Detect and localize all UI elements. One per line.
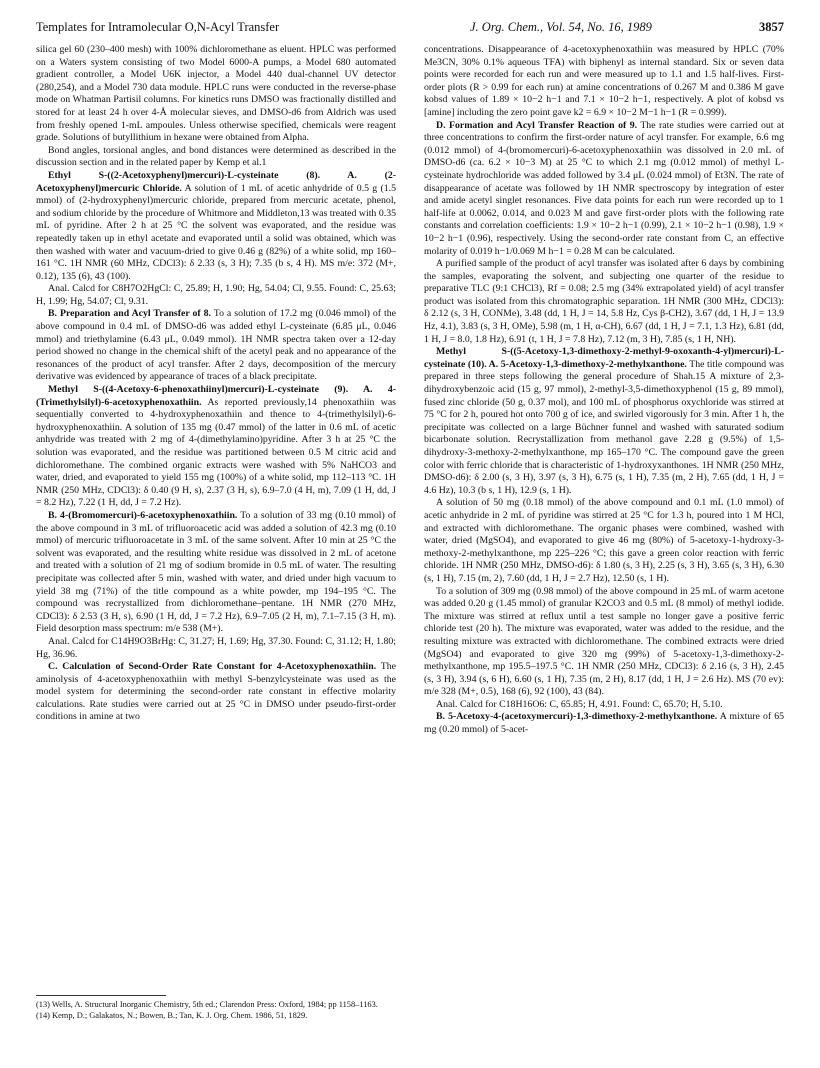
section-heading: B. 4-(Bromomercuri)-6-acetoxyphenoxathiin. — [48, 509, 238, 521]
paragraph — [36, 44, 396, 145]
footnote-14: (14) Kemp, D.; Galakatos, N.; Bowen, B.; Tan, K. J. Org. Chem. 1986, 51, 1829. — [36, 1011, 308, 1020]
section-heading: B. Preparation and Acyl Transfer of 8. — [48, 308, 211, 320]
section-heading: Methyl S-((4-Acetoxy-6-phenoxathiinyl)mercuri)-L-cysteinate (9). A. 4-(Trimethylsilyl)-6-acetoxyphenoxathiin. — [36, 384, 396, 408]
paragraph — [36, 308, 396, 384]
paragraph — [36, 661, 396, 724]
paragraph-text: To a solution of 33 mg (0.10 mmol) of the above compound in 3 mL of trifluoroacetic acid was added a solution of 42.3 mg (0.10 mmol) of mercuric trifluoroacetate in 3 mL of the same solvent. After 10 min at 25 °C the solvent was evaporated, and the resulting white residue was dissolved in 2 mL of acetone and treated with a solution of 21 mg of sodium bromide in 0.5 mL of water. The resulting precipitate was collected after 5 min, washed with water, and dried under high vacuum to yield 38 mg (71%) of the title compound as a white powder, mp 194–195 °C. The compound was recrystallized from dichloromethane–pentane. 1H NMR (270 MHz, CDCl3): δ 2.53 (3 H, s), 6.90 (1 H, dd, J = 7.2 Hz), 6.9–7.05 (2 H, m), 7.1–7.15 (3 H, m). Field desorption mass spectrum: m/e 538 (M+). — [36, 509, 396, 635]
footnote-rule — [36, 995, 166, 996]
running-header-journal — [470, 20, 784, 35]
paragraph — [36, 510, 396, 636]
paragraph-text: A purified sample of the product of acyl transfer was isolated after 6 days by combining the samples, evaporating the solvent, and subjecting one quarter of the residue to preparative TLC (9:1 CHCl3), Rf = 0.08; 2.5 mg (34% extrapolated yield) of acyl transfer product was isolated from this chromatographic separation. 1H NMR (300 MHz, CDCl3): δ 2.12 (s, 3 H, CONMe), 3.48 (dd, 1 H, J = 14, 5.8 Hz, Cys β-CH2), 3.67 (dd, 1 H, J = 13.9 Hz, 4.1), 3.83 (s, 3 H, OMe), 5.98 (m, 1 H, α-CH), 6.67 (dd, 1 H, J = 7.1, 1.3 Hz), 6.81 (dd, 1 H, J = 8.0, 1.8 Hz), 6.91 (t, 1 H, J = 7.8 Hz), 7.12 (m, 3 H), 7.85 (s, 1 H, NH). — [424, 258, 784, 345]
paragraph-text: The title compound was prepared in three steps following the general procedure of Shah.15 A mixture of 2,3-dihydroxybenzoic acid (15 g, 97 mmol), 2-methyl-3,5-dimethoxyphenol (15 g, 89 mmol), fused zinc chloride (50 g, 0.37 mol), and 100 mL of phosphorus oxychloride was stirred at 75 °C for 2 h, poured hot onto 700 g of ice, and swirled vigorously for 3 min. After 1 h, the precipitate was collected on a large Büchner funnel and washed with saturated sodium bicarbonate solution. Recrystallization from methanol gave 2.28 g (9.5%) of 1,5-dihydroxy-3-methoxy-2-methylxanthone, mp 165–170 °C. The compound gave the green color with ferric chloride that is characteristic of 1-hydroxyxanthones. 1H NMR (250 MHz, DMSO-d6): δ 2.00 (s, 3 H), 3.97 (s, 3 H), 6.75 (s, 1 H), 7.35 (m, 2 H), 7.65 (dd, 1 H, J = 4.6 Hz), 10.3 (b s, 1 H), 12.9 (s, 1 H). — [424, 358, 784, 496]
paragraph-text: The aminolysis of 4-acetoxyphenoxathiin with methyl S-benzylcysteinate was used as the model system for determining the second-order rate constant in effective molarity calculations. Rate studies were carried out at 25 °C in DMSO under pseudo-first-order conditions in amine at two — [36, 661, 396, 723]
paragraph — [424, 711, 784, 736]
page-number: 3857 — [759, 20, 784, 34]
paragraph — [424, 699, 784, 712]
paragraph-text: Anal. Calcd for C8H7O2HgCl: C, 25.89; H, 1.90; Hg, 54.04; Cl, 9.55. Found: C, 25.63; H, 1.99; Hg, 54.07; Cl, 9.31. — [36, 283, 396, 307]
footnotes — [36, 995, 396, 1021]
section-heading: D. Formation and Acyl Transfer Reaction of 9. — [436, 119, 638, 131]
paragraph — [36, 170, 396, 283]
running-title: Templates for Intramolecular O,N-Acyl Transfer — [36, 20, 280, 34]
section-heading: C. Calculation of Second-Order Rate Constant for 4-Acetoxyphenoxathiin. — [48, 661, 377, 673]
paragraph — [424, 497, 784, 585]
paragraph-text: A solution of 50 mg (0.18 mmol) of the above compound and 0.1 mL (1.0 mmol) of acetic anhydride in 2 mL of pyridine was stirred at 25 °C for 1.3 h, poured into 1 M HCl, and extracted with dichloromethane. The organic phases were combined, washed with water, dried (MgSO4), and evaporated to give 46 mg (80%) of 5-acetoxy-1-hydroxy-3-methoxy-2-methylxanthone, mp 225–226 °C; this gave a green color reaction with ferric chloride. 1H NMR (250 MHz, DMSO-d6): δ 1.80 (s, 3 H), 2.25 (s, 3 H), 3.65 (s, 3 H), 6.30 (s, 1 H), 7.15 (m, 2), 7.60 (dd, 1 H, J = 2.7 Hz), 12.50 (s, 1 H). — [424, 497, 784, 584]
section-heading: B. 5-Acetoxy-4-(acetoxymercuri)-1,3-dimethoxy-2-methylxanthone. — [436, 711, 718, 723]
paragraph — [36, 636, 396, 661]
paragraph — [424, 44, 784, 120]
paragraph-text: A mixture of 65 mg (0.20 mmol) of 5-acet- — [424, 711, 784, 736]
paragraph-text: To a solution of 309 mg (0.98 mmol) of the above compound in 25 mL of warm acetone was added 0.20 g (1.45 mmol) of granular K2CO3 and 0.5 mL (8 mmol) of methyl iodide. The mixture was stirred at reflux until a test sample no longer gave a positive ferric chloride test (20 h). The mixture was evaporated, water was added to the residue, and the resulting mixture was extracted with dichloromethane. The combined extracts were dried (MgSO4) and evaporated to give 320 mg (99%) of 5-acetoxy-1,3-dimethoxy-2-methylxanthone, mp 195.5–197.5 °C. 1H NMR (250 MHz, CDCl3): δ 2.16 (s, 3 H), 2.45 (s, 3 H), 3.94 (s, 6 H), 6.60 (s, 1 H), 7.35 (m, 2 H), 8.17 (dd, 1 H, J = 2.6 Hz). MS (70 ev): m/e 328 (M+, 0.5), 168 (6), 92 (100), 43 (84). — [424, 585, 784, 698]
paragraph — [36, 283, 396, 308]
paragraph-text: silica gel 60 (230–400 mesh) with 100% dichloromethane as eluent. HPLC was performed on a Waters system consisting of two Model 6000-A pumps, a Model 680 automated gradient controller, a Model U6K injector, a Model 440 dual-channel UV detector (280,254), and a Model 730 data module. HPLC runs were conducted in the reverse-phase mode on Whatman Partisil columns. For kinetics runs DMSO was fractionally distilled and stored for at least 24 h over 4-Å molecular sieves, and DMSO-d6 from Aldrich was used from freshly opened 1-mL ampoules. Unless otherwise specified, chemicals were reagent grade. Solutions of butyllithium in hexane were obtained from Alpha. — [36, 44, 396, 144]
footnote-13: (13) Wells, A. Structural Inorganic Chemistry, 5th ed.; Clarendon Press: Oxford, 1984; pp 1158–1163. — [36, 1000, 378, 1009]
paragraph — [424, 346, 784, 497]
paragraph-text: Anal. Calcd for C14H9O3BrHg: C, 31.27; H, 1.69; Hg, 37.30. Found: C, 31.12; H, 1.80; Hg, 36.96. — [36, 635, 396, 660]
journal-citation: J. Org. Chem., Vol. 54, No. 16, 1989 — [470, 20, 652, 34]
section-heading: Methyl S-((5-Acetoxy-1,3-dimethoxy-2-methyl-9-oxoxanth-4-yl)mercuri)-L-cysteinate (10). A. 5-Acetoxy-1,3-dimethoxy-2-methylxanthone. — [424, 346, 784, 370]
paragraph-text: concentrations. Disappearance of 4-acetoxyphenoxathiin was measured by HPLC (70% Me3CN, 30% 0.1% aqueous TFA) with biphenyl as internal standard. Six or seven data points were recorded for each run and were measured up to 1.1 and 1.5 half-lives. First-order plots (R > 0.99 for each run) at amine concentrations of 0.267 M and 0.386 M gave kobsd values of 1.89 × 10−2 h−1 and 7.1 × 10−2 h−1, respectively. A plot of kobsd vs [amine] including the zero point gave k2 = 6.9 × 10−2 M−1 h−1 (R = 0.999). — [424, 44, 784, 118]
paragraph — [424, 120, 784, 259]
right-column — [424, 44, 784, 737]
paragraph-text: Anal. Calcd for C18H16O6: C, 65.85; H, 4.91. Found: C, 65.70; H, 5.10. — [436, 698, 723, 710]
paragraph-text: As reported previously,14 phenoxathiin was sequentially converted to 4-hydroxyphenoxathiin and thence to 4-(trimethylsilyl)-6-hydroxyphenoxathiin. A solution of 135 mg (0.47 mmol) of the latter in 0.6 mL of acetic anhydride was treated with 2 mg of 4-(dimethylamino)pyridine. After 3 h at 25 °C the solution was evaporated, and the residue was partitioned between 0.5 M citric acid and dichloromethane. The combined organic extracts were washed with 5% NaHCO3 and water, dried, and evaporated to yield 155 mg (100%) of a white solid, mp 112–113 °C. 1H NMR (250 MHz, CDCl3): δ 0.40 (9 H, s), 2.37 (3 H, s), 6.9–7.0 (4 H, m), 7.09 (1 H, dd, J = 8.2 Hz), 7.22 (1 H, dd, J = 7.2 Hz). — [36, 396, 396, 509]
paragraph — [36, 145, 396, 170]
paragraph-text: The rate studies were carried out at three concentrations to confirm the first-order nature of acyl transfer. For example, 6.6 mg (0.012 mmol) of 4-(bromomercuri)-6-acetoxyphenoxathiin was dissolved in 2.0 mL of DMSO-d6 (ca. 6.2 × 10−3 M) at 25 °C to which 2.1 mg (0.012 mmol) of methyl L-cysteinate hydrochloride was added followed by 3.4 μL (0.024 mmol) of Et3N. The rate of disappearance of acetate was followed by 1H NMR spectroscopy by integration of ester and amide acetyl singlet resonances. Five data points for each run were recorded up to 1 half-life at 0.0062, 0.014, and 0.023 M and gave first-order plots with the following rate constants and correlation coefficients: 1.9 × 10−2 h−1 (0.99), 2.1 × 10−2 h−1 (0.98), 1.9 × 10−2 h−1 (0.96), respectively. Using the second-order rate constant from C, an effective molarity of 0.019 h−1/0.069 M h−1 = 0.28 M can be calculated. — [424, 119, 784, 257]
left-column — [36, 44, 396, 724]
paragraph — [36, 384, 396, 510]
paragraph-text: Bond angles, torsional angles, and bond distances were determined as described in the discussion section and in the related paper by Kemp et al.1 — [36, 144, 396, 169]
paragraph-text: To a solution of 17.2 mg (0.046 mmol) of the above compound in 0.4 mL of DMSO-d6 was added ethyl L-cysteinate (6.85 μL, 0.046 mmol) and triethylamine (6.43 μL, 0.049 mmol). 1H NMR spectra taken over a 12-day period showed no change in the chemical shift of the acetyl peak and no appearance of the resonances of the product of acyl transfer. After 2 days, decomposition of the mercury derivative was evidenced by appearance of traces of a black precipitate. — [36, 308, 396, 383]
section-heading: Ethyl S-((2-Acetoxyphenyl)mercuri)-L-cysteinate (8). A. (2-Acetoxyphenyl)mercuric Chloride. — [36, 169, 396, 194]
paragraph-text: A solution of 1 mL of acetic anhydride of 0.5 g (1.5 mmol) of (2-hydroxyphenyl)mercuric chloride, prepared from mercuric acetate, phenol, and sodium chloride by the procedure of Whitmore and Middleton,13 was treated with 0.35 mL of pyridine. After 2 h at 25 °C the solvent was evaporated, and the residue was repeatedly taken up in ethyl acetate and evaporated until a solid was obtained, which was then washed with water and vacuum-dried to give 0.46 g (82%) of a white solid, mp 160–161 °C. 1H NMR (60 MHz, CDCl3): δ 2.33 (s, 3 H); 7.35 (b s, 4 H). MS m/e: 372 (M+, 0.12), 135 (6), 43 (100). — [36, 182, 396, 282]
paragraph — [424, 258, 784, 346]
paragraph — [424, 586, 784, 699]
